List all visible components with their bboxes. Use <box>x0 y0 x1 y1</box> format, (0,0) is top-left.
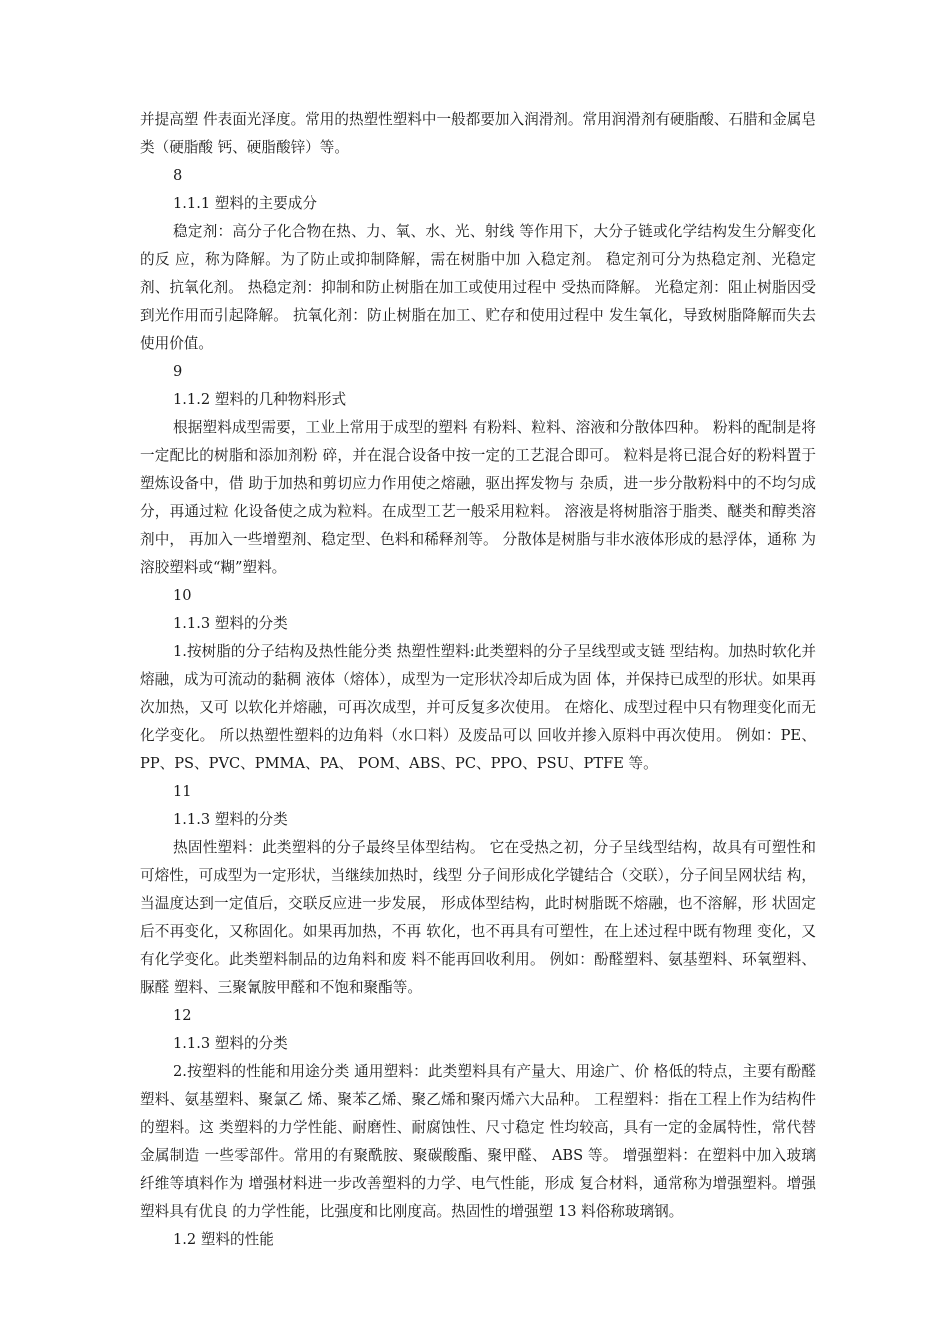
paragraph: 1.按树脂的分子结构及热性能分类 热塑性塑料:此类塑料的分子呈线型或支链 型结构。加热时软化并熔融，成为可流动的黏稠 液体（熔体），成型为一定形状冷却后成为固 体，并保持已成型的形状。如果再次加热，又可 以软化并熔融，可再次成型，并可反复多次使用。 在熔化、成型过程中只有物理变化而无化学变化。 所以热塑性塑料的边角料（水口料）及废品可以 回收并掺入原料中再次使用。 例如：PE、PP、PS、PVC、PMMA、PA、 POM、ABS、PC、PPO、PSU、PTFE 等。 <box>140 643 816 772</box>
paragraph: 稳定剂：高分子化合物在热、力、氧、水、光、射线 等作用下，大分子链或化学结构发生分解变化的反 应，称为降解。为了防止或抑制降解，需在树脂中加 入稳定剂。 稳定剂可分为热稳定剂、光稳定剂、抗氧化剂。 热稳定剂：抑制和防止树脂在加工或使用过程中 受热而降解。 光稳定剂：阻止树脂因受到光作用而引起降解。 抗氧化剂：防止树脂在加工、贮存和使用过程中 发生氧化，导致树脂降解而失去使用价值。 <box>140 223 816 352</box>
page-number: 10 <box>173 587 192 604</box>
section-heading: 1.1.3 塑料的分类 <box>173 615 288 632</box>
section-heading: 1.1.1 塑料的主要成分 <box>173 195 317 212</box>
paragraph: 2.按塑料的性能和用途分类 通用塑料：此类塑料具有产量大、用途广、价 格低的特点，主要有酚醛塑料、氨基塑料、聚氯乙 烯、聚苯乙烯、聚乙烯和聚丙烯六大品种。 工程塑料：指在工程上作为结构件的塑料。这 类塑料的力学性能、耐磨性、耐腐蚀性、尺寸稳定 性均较高，具有一定的金属特性，常代替金属制造 一些零部件。常用的有聚酰胺、聚碳酸酯、聚甲醛、 ABS 等。 增强塑料：在塑料中加入玻璃纤维等填料作为 增强材料进一步改善塑料的力学、电气性能，形成 复合材料，通常称为增强塑料。增强塑料具有优良 的力学性能，比强度和比刚度高。热固性的增强塑 13 料俗称玻璃钢。 <box>140 1063 816 1220</box>
section-heading: 1.1.3 塑料的分类 <box>173 1035 288 1052</box>
paragraph: 并提高塑 件表面光泽度。常用的热塑性塑料中一般都要加入润滑剂。常用润滑剂有硬脂酸、石腊和金属皂类（硬脂酸 钙、硬脂酸锌）等。 <box>140 111 816 156</box>
paragraph: 热固性塑料：此类塑料的分子最终呈体型结构。 它在受热之初，分子呈线型结构，故具有可塑性和 可熔性，可成型为一定形状，当继续加热时，线型 分子间形成化学键结合（交联），分子间呈网状结 构，当温度达到一定值后，交联反应进一步发展， 形成体型结构，此时树脂既不熔融，也不溶解，形 状固定后不再变化，又称固化。如果再加热，不再 软化，也不再具有可塑性，在上述过程中既有物理 变化，又有化学变化。此类塑料制品的边角料和废 料不能再回收利用。 例如：酚醛塑料、氨基塑料、环氧塑料、脲醛 塑料、三聚氰胺甲醛和不饱和聚酯等。 <box>140 839 816 996</box>
document-body <box>140 106 816 1254</box>
page-number: 8 <box>173 167 183 184</box>
section-heading: 1.1.3 塑料的分类 <box>173 811 288 828</box>
section-heading: 1.2 塑料的性能 <box>173 1231 274 1248</box>
section-heading: 1.1.2 塑料的几种物料形式 <box>173 391 347 408</box>
page-number: 12 <box>173 1007 192 1024</box>
paragraph: 根据塑料成型需要，工业上常用于成型的塑料 有粉料、粒料、溶液和分散体四种。 粉料的配制是将一定配比的树脂和添加剂粉 碎，并在混合设备中按一定的工艺混合即可。 粒料是将已混合好的粉料置于塑炼设备中，借 助于加热和剪切应力作用使之熔融，驱出挥发物与 杂质，进一步分散粉料中的不均匀成分，再通过粒 化设备使之成为粒料。在成型工艺一般采用粒料。 溶液是将树脂溶于脂类、醚类和醇类溶剂中， 再加入一些增塑剂、稳定型、色料和稀释剂等。 分散体是树脂与非水液体形成的悬浮体，通称 为溶胶塑料或“糊”塑料。 <box>140 419 816 576</box>
page-number: 9 <box>173 363 183 380</box>
page-number: 11 <box>173 783 192 800</box>
